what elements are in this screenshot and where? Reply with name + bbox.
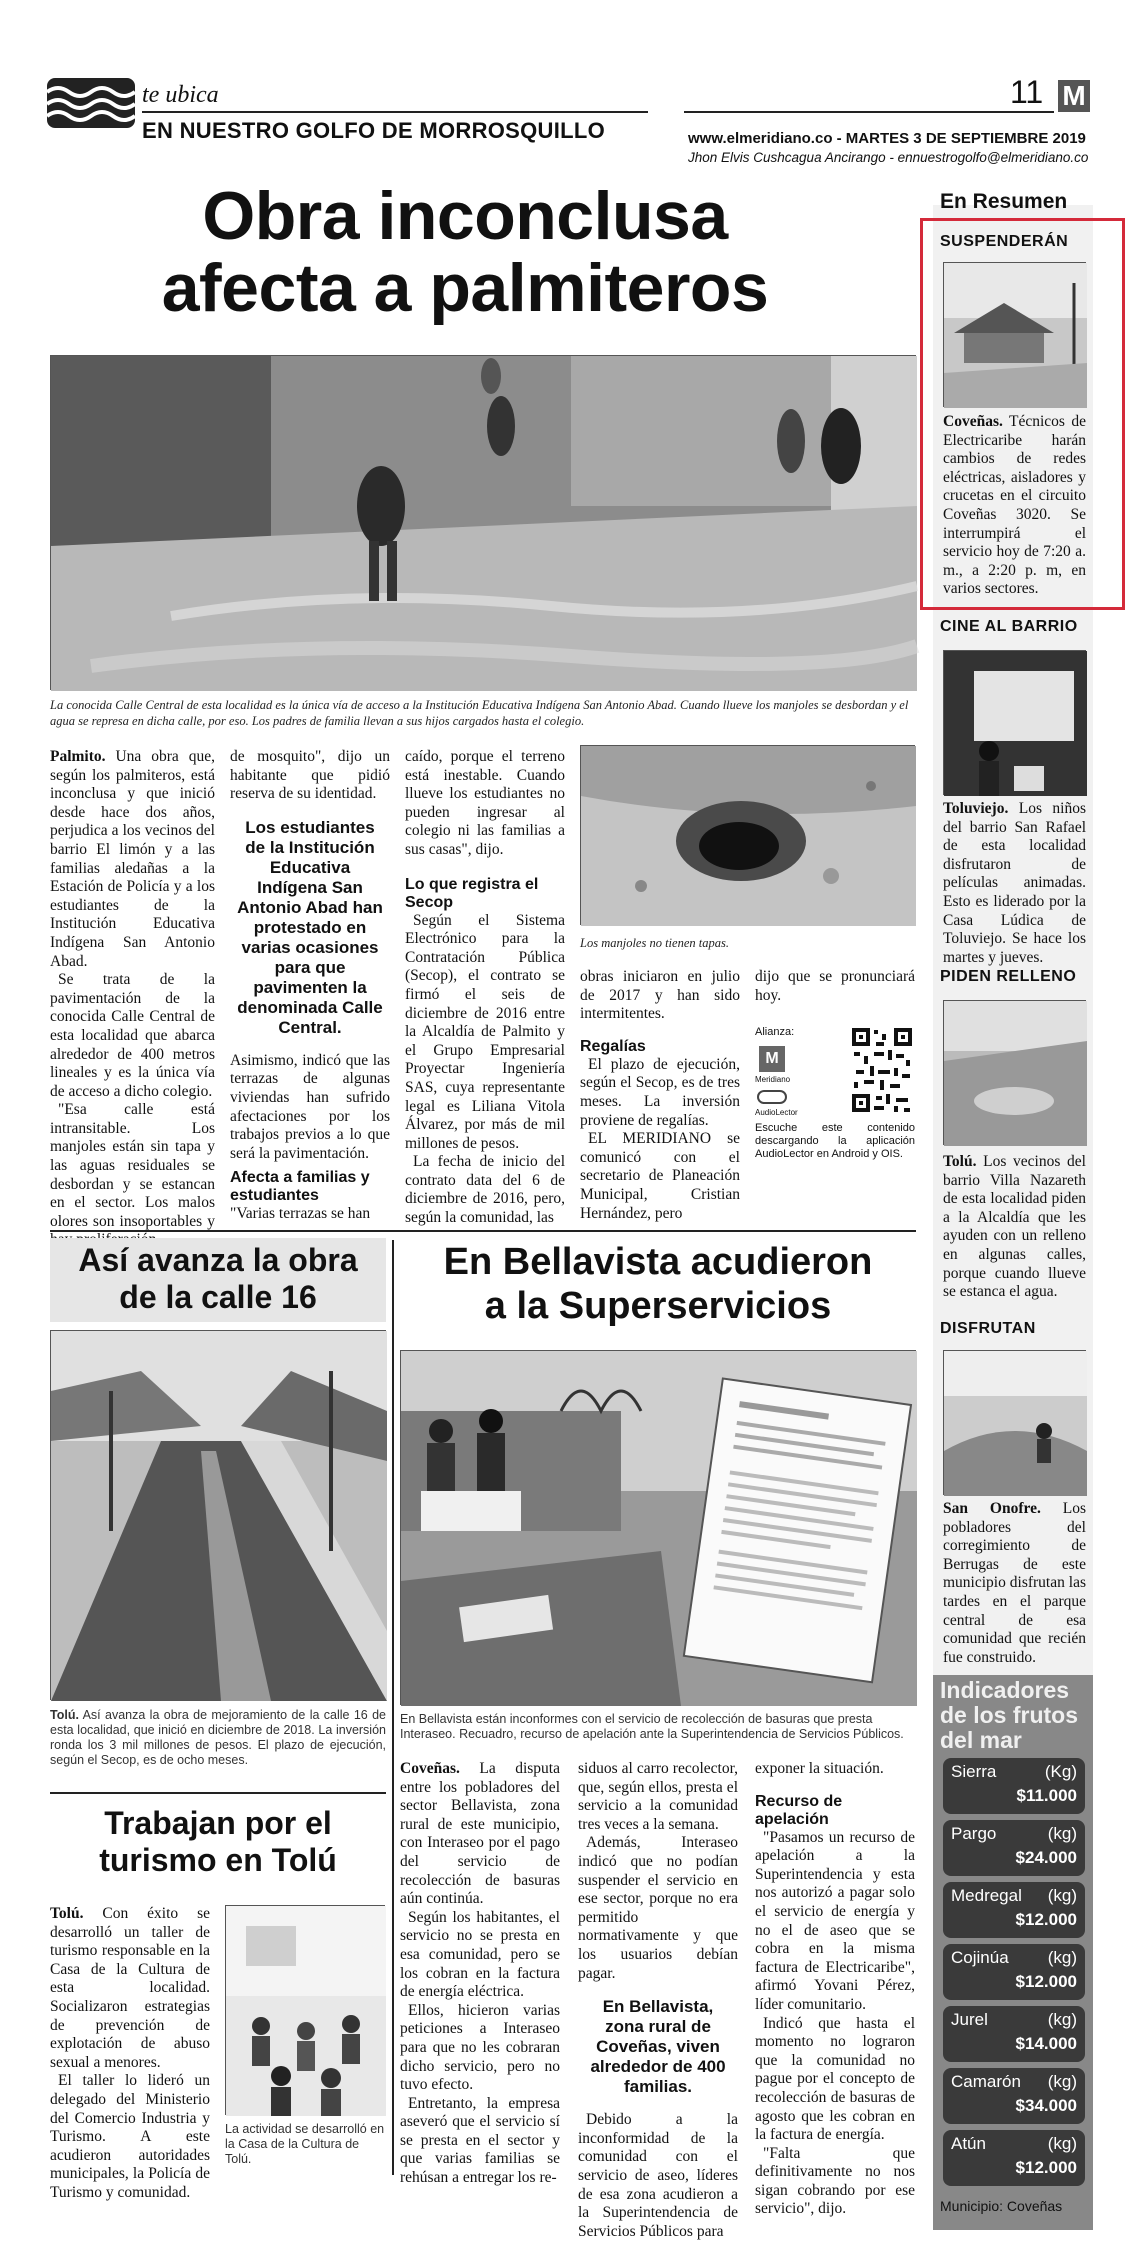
turismo-text-1: Con éxito se desarrolló un taller de turismo responsable en la Casa de la Cultura de esta localidad. Socializaron estrategias de prevención de explotación de abuso sexual a menores. [50, 1905, 210, 2071]
main-col2-mid: Asimismo, indicó que las terrazas de algunas viviendas han sufrido afectaciones por los trabajos previos a lo que será la pavimentación. [230, 1051, 390, 1162]
bellavista-col3-para-2: "Pasamos un recurso de apelación a la Superintendencia y esta nos autorizó a pagar solo el servicio de energía y no el de aseo que se cobra en la misma factura de Electricaribe", afirmó Yovani Pérez, líder comunitario. [755, 1828, 915, 2013]
bellavista-col3-para-1: exponer la situación. [755, 1760, 884, 1777]
bellavista-col2-para-2: Además, Interaseo indicó que no podían suspender el servicio en ese sector, porque no era permitido normativamente y que los usuarios debían pagar. [578, 1834, 738, 1982]
main-col3-subhead: Lo que registra el Secop [405, 875, 539, 911]
section-divider [50, 1230, 916, 1232]
main-col1-para-2: Se trata de la pavimentación de la conocida Calle Central de esta localidad que abarca alrededor de 400 metros lineales y es la única vía de acceso a dicho colegio. [50, 971, 215, 1100]
sidebar-item-4-body: Los pobladores del corregimiento de Berrugas de este municipio disfrutan las tardes en el parque central de esa comunidad que recién fue construido. [943, 1500, 1086, 1666]
turismo-photo [225, 1905, 385, 2115]
turismo-para-2: El taller lo lideró un delegado del Ministerio del Comercio Industria y Turismo. A este acudieron autoridades municipales, la Policía de Turismo y comunidad. [50, 2072, 210, 2201]
sidebar-item-1-body: Técnicos de Electricaribe harán cambios de redes eléctricas, aisladores y crucetas en el circuito Coveñas 3020. Se interrumpirá el servicio hoy de 7:20 a. m., a 2:20 p. m, en varios sectores. [943, 413, 1086, 598]
bellavista-col-2 [578, 1760, 738, 2241]
indicator-unit: (kg) [1047, 1948, 1077, 1967]
indicator-value: $14.000 [1015, 2034, 1077, 2053]
sidebar-item-2-lead: Toluviejo. [943, 800, 1009, 817]
main-pull-quote: Los estudiantes de la Institución Educativa Indígena San Antonio Abad han protestado en varias ocasiones para que pavimenten la denominada Calle Central. [237, 817, 383, 1037]
main-col-3 [405, 748, 565, 1228]
sidebar-item-3-text [943, 1153, 1086, 1302]
indicator-unit: (Kg) [1044, 1762, 1077, 1781]
sidebar-item-1-photo [943, 262, 1086, 407]
sidebar-item-4-photo [943, 1350, 1086, 1495]
alliance-label: Alianza: [755, 1026, 795, 1038]
indicator-unit: (kg) [1047, 2134, 1077, 2153]
main-col4-top: obras iniciaron en julio de 2017 y han sido intermitentes. [580, 968, 740, 1023]
indicator-unit: (kg) [1047, 2072, 1077, 2091]
indicator-unit: (kg) [1047, 2010, 1077, 2029]
turismo-title-line-2: turismo en Tolú [99, 1842, 337, 1878]
indicator-row-cojinua [943, 1944, 1085, 2000]
bellavista-title [400, 1240, 916, 1328]
indicator-name: Camarón [951, 2072, 1021, 2091]
indicator-row-pargo [943, 1820, 1085, 1876]
header-rule [142, 111, 648, 113]
indicators-title [940, 1678, 1088, 1753]
main-col-4 [580, 968, 740, 1223]
main-photo-caption: La conocida Calle Central de esta localidad es la única vía de acceso a la Institución Educativa Indígena San Antonio Abad. Cuando llueve los manjoles se desbordan y el agua se represa en dicha calle, por eso. Los padres de familia llevan a sus hijos cargados hasta el colegio. [50, 698, 909, 728]
alliance-logo-2: AudioLector [755, 1108, 798, 1117]
bellavista-pull-quote: En Bellavista, zona rural de Coveñas, viven alrededor de 400 familias. [590, 1997, 726, 2097]
bellavista-col-1 [400, 1760, 560, 2188]
indicator-value: $12.000 [1015, 1910, 1077, 1929]
indicator-name: Sierra [951, 1762, 997, 1781]
section-title: EN NUESTRO GOLFO DE MORROSQUILLO [142, 118, 606, 143]
calle16-divider [50, 1792, 386, 1794]
main-col1-text-1: Una obra que, según los palmiteros, está inconclusa y que inició desde hace dos años, perjudica a los vecinos del barrio El limón y a las familias aledañas a la Estación de Policía y a los estudiantes de la Institución Educativa Indígena San Antonio Abad. [50, 748, 215, 970]
audiolector-logo-icon [757, 1090, 787, 1104]
calle16-title-line-2: de la calle 16 [119, 1279, 317, 1315]
main-col2-bottom: "Varias terrazas se han [230, 1205, 371, 1223]
turismo-para-1 [50, 1905, 210, 2072]
main-col3-p1: Según el Sistema Electrónico para la Contratación Pública (Secop), el contrato se firmó el seis de diciembre de 2016 entre la Alcaldía de Palmito y el Grupo Empresarial Proyectar Ingeniería SAS, cuya representante legal es Liliana Vitola Álvarez, por más de mil millones de pesos. [405, 911, 565, 1152]
sidebar-item-3-lead: Tolú. [943, 1153, 977, 1170]
sidebar-item-2-head: CINE AL BARRIO [940, 618, 1078, 635]
bellavista-title-line-2: a la Superservicios [484, 1285, 832, 1327]
bellavista-caption: En Bellavista están inconformes con el servicio de recolección de basuras que presta Interaseo. Recuadro, recurso de apelación ante la Superintendencia de Servicios Públicos. [400, 1712, 904, 1741]
byline: Jhon Elvis Cushcagua Ancirango - ennuestrogolfo@elmeridiano.co [688, 150, 1089, 165]
indicator-value: $34.000 [1015, 2096, 1077, 2115]
bellavista-col-3 [755, 1760, 915, 2219]
main-col1-para-1 [50, 748, 215, 971]
sidebar-item-3-head: PIDEN RELLENO [940, 968, 1077, 985]
main-col4-p2: EL MERIDIANO se comunicó con el secretario de Planeación Municipal, Cristian Hernández, pero [580, 1130, 740, 1222]
main-col5-top: dijo que se pronunciará hoy. [755, 968, 915, 1004]
bellavista-col1-para-2: Según los habitantes, el servicio no se presta en esa comunidad, pero se los cobran en la factura de energía eléctrica. [400, 1908, 560, 2001]
sidebar-item-2-photo [943, 650, 1086, 795]
turismo-lead: Tolú. [50, 1905, 84, 1922]
indicator-row-jurel [943, 2006, 1085, 2062]
alliance-logo-1: Meridiano [755, 1075, 791, 1084]
qr-code-icon[interactable] [850, 1026, 914, 1114]
indicator-name: Jurel [951, 2010, 988, 2029]
header-rule-right [684, 111, 1054, 113]
manhole-photo [580, 745, 915, 925]
sidebar-item-4-head: DISFRUTAN [940, 1320, 1036, 1337]
indicator-row-sierra [943, 1758, 1085, 1814]
dateline: www.elmeridiano.co - MARTES 3 DE SEPTIEMBRE 2019 [688, 130, 1086, 147]
indicator-name: Medregal [951, 1886, 1022, 1905]
turismo-title [50, 1805, 386, 1879]
main-col-2 [230, 748, 390, 1224]
main-col2-top: de mosquito", dijo un habitante que pidió reserva de su identidad. [230, 748, 390, 803]
indicator-name: Cojinúa [951, 1948, 1009, 1967]
indicators-title-line-2: de los frutos [940, 1702, 1079, 1728]
turismo-body [50, 1905, 210, 2203]
bellavista-col1-para-3: Ellos, hicieron varias peticiones a Interaseo para que no les cobraran dicho servicio, pero no tuvo efecto. [400, 2001, 560, 2094]
calle16-title [50, 1238, 386, 1322]
section-logo-icon [47, 78, 135, 128]
section-tagline: te ubica [142, 82, 219, 108]
headline-line-2: afecta a palmiteros [161, 250, 769, 326]
bellavista-col3-para-3: Indicó que hasta el momento no lograron que la comunidad no pague por el concepto de recolección de basuras de agosto que les cobran en la factura de energía. [755, 2014, 915, 2144]
main-photo [50, 355, 916, 690]
meridiano-logo-icon: M [1058, 80, 1090, 112]
bellavista-col1-text-1: La disputa entre los pobladores del sector Bellavista, zona rural de este municipio, con Interaseo por el pago del servicio de recolección de basuras aún continúa. [400, 1760, 560, 1908]
calle16-caption-lead: Tolú. [50, 1708, 79, 1722]
main-col3-top: caído, porque el terreno está inestable. Cuando llueve los estudiantes no pueden ingresar al colegio ni las familias a sus casas", dijo. [405, 748, 565, 858]
manhole-caption: Los manjoles no tienen tapas. [580, 936, 729, 950]
indicator-value: $12.000 [1015, 1972, 1077, 1991]
main-col4-subhead: Regalías [580, 1037, 646, 1055]
meridiano-alliance-logo-icon: M [759, 1046, 785, 1072]
sidebar-item-2-text [943, 800, 1086, 967]
bellavista-title-line-1: En Bellavista acudieron [443, 1241, 873, 1283]
indicator-unit: (kg) [1047, 1824, 1077, 1843]
headline-line-1: Obra inconclusa [202, 178, 728, 254]
main-col2-subhead: Afecta a familias y estudiantes [230, 1169, 370, 1205]
sidebar-title: En Resumen [940, 190, 1068, 213]
indicators-title-line-3: del mar [940, 1727, 1022, 1753]
indicator-value: $11.000 [1016, 1786, 1077, 1805]
sidebar-item-4-lead: San Onofre. [943, 1500, 1041, 1517]
calle16-title-line-1: Así avanza la obra [78, 1242, 358, 1278]
main-col3-p2: La fecha de inicio del contrato data del 6 de diciembre de 2016, pero, según la comunidad, las [405, 1153, 565, 1227]
main-col-5 [755, 968, 915, 1160]
bellavista-col2-para-3: Debido a la inconformidad de la comunidad con el servicio de aseo, líderes de esa zona acudieron a la Superintendencia de Servicios Públicos para [578, 2111, 738, 2240]
sidebar-item-3-body: Los vecinos del barrio Villa Nazareth de esta localidad piden a la Alcaldía que les ayuden con un relleno en algunas calles, porque cuando llueve se estanca el agua. [943, 1153, 1086, 1301]
turismo-title-line-1: Trabajan por el [104, 1805, 332, 1841]
main-col4-p1: El plazo de ejecución, según el Secop, es de tres meses. La inversión proviene de regalías. [580, 1055, 740, 1129]
calle16-caption [50, 1708, 386, 1768]
indicator-value: $24.000 [1015, 1848, 1077, 1867]
calle16-photo [50, 1330, 386, 1700]
audio-note: Escuche este contenido descargando la aplicación AudioLector en Android y OIS. [755, 1122, 915, 1160]
main-col1-para-3: "Esa calle está intransitable. Los manjoles están sin tapa y las aguas residuales se desbordan y se estancan en el sector. Los malos olores son insoportables y [50, 1101, 215, 1230]
turismo-caption: La actividad se desarrolló en la Casa de la Cultura de Tolú. [225, 2122, 385, 2166]
sidebar-item-1-head: SUSPENDERÁN [940, 233, 1069, 250]
indicator-unit: (kg) [1047, 1886, 1077, 1905]
sidebar-item-1-text [943, 413, 1086, 599]
indicator-row-atun [943, 2130, 1085, 2186]
bellavista-col3-para-4: "Falta que definitivamente no nos sigan cobrando por ese servicio", dijo. [755, 2144, 915, 2218]
main-headline [50, 180, 880, 324]
calle16-caption-text: Así avanza la obra de mejoramiento de la calle 16 de esta localidad, que inició en diciembre de 2018. La inversión ronda los 3 mil millones de pesos. El plazo de ejecución, según el Secop, es de ocho meses. [50, 1708, 386, 1767]
indicator-row-camaron [943, 2068, 1085, 2124]
main-col-1 [50, 748, 215, 1250]
main-dateline-lead: Palmito. [50, 748, 106, 765]
page-number: 11 [1010, 74, 1044, 110]
indicators-footer: Municipio: Coveñas [940, 2198, 1063, 2214]
indicator-row-medregal [943, 1882, 1085, 1938]
indicators-title-line-1: Indicadores [940, 1677, 1070, 1703]
indicator-name: Atún [951, 2134, 986, 2153]
bellavista-col2-para-1: siduos al carro recolector, que, según ellos, presta el servicio a la comunidad tres veces a la semana. [578, 1760, 738, 1833]
sidebar-item-2-body: Los niños del barrio San Rafael de esta localidad disfrutaron de películas animadas. Esto es liderado por la Casa Lúdica de Toluviejo. Se hace los martes y jueves. [943, 800, 1086, 966]
sidebar-item-4-text [943, 1500, 1086, 1667]
bellavista-col1-para-1 [400, 1760, 560, 1909]
bellavista-col1-para-4: Entretanto, la empresa aseveró que el servicio sí se presta en el sector y que varias familias se rehúsan a entregar los re- [400, 2094, 560, 2187]
sidebar-item-1-lead: Coveñas. [943, 413, 1003, 430]
bellavista-photo [400, 1350, 916, 1705]
indicator-name: Pargo [951, 1824, 997, 1843]
sidebar-item-3-photo [943, 1000, 1086, 1145]
column-divider [392, 1240, 394, 2175]
indicator-value: $12.000 [1015, 2158, 1077, 2177]
bellavista-lead: Coveñas. [400, 1760, 460, 1777]
bellavista-col3-subhead: Recurso de apelación [755, 1792, 843, 1828]
